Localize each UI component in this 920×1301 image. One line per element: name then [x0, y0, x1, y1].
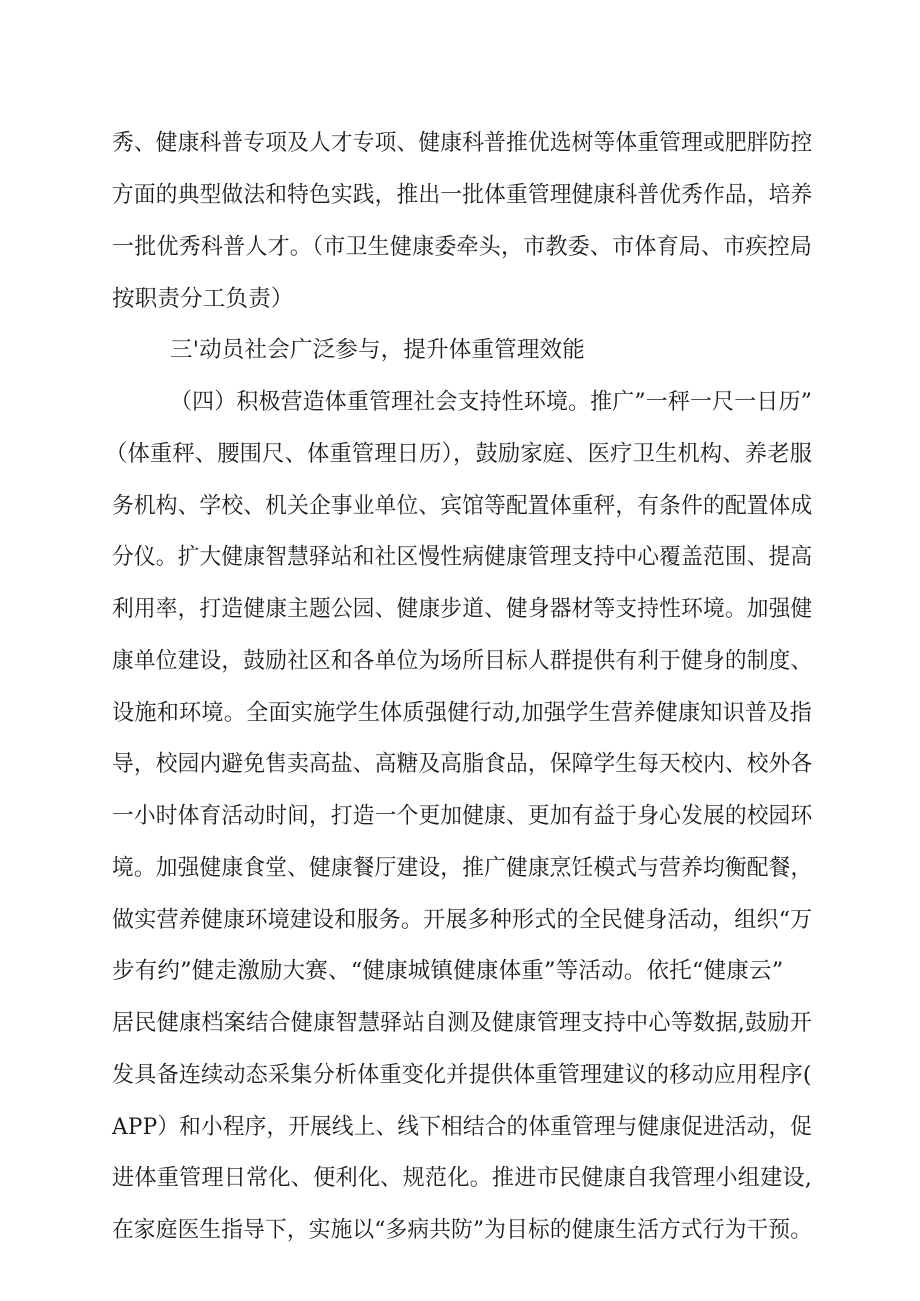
paragraph-line: 秀、健康科普专项及人才专项、健康科普推优选树等体重管理或肥胖防控 — [112, 130, 813, 156]
paragraph-line: 分仪。扩大健康智慧驿站和社区慢性病健康管理支持中心覆盖范围、提高 — [112, 544, 813, 570]
paragraph-line: 康单位建设，鼓励社区和各单位为场所目标人群提供有利于健身的制度、 — [112, 648, 813, 674]
paragraph-line: 进体重管理日常化、便利化、规范化。推进市民健康自我管理小组建设, — [112, 1165, 813, 1191]
paragraph-line: （四）积极营造体重管理社会支持性环境。推广”一秤一尺一日历” — [170, 389, 813, 415]
paragraph-line: （体重秤、腰围尺、体重管理日历），鼓励家庭、医疗卫生机构、养老服 — [105, 441, 813, 467]
paragraph-line: 一小时体育活动时间，打造一个更加健康、更加有益于身心发展的校园环 — [112, 803, 813, 829]
paragraph-line: 在家庭医生指导下，实施以“多病共防”为目标的健康生活方式行为干预。 — [112, 1217, 813, 1243]
paragraph-line: 利用率，打造健康主题公园、健康步道、健身器材等支持性环境。加强健 — [112, 596, 813, 622]
paragraph-line: 设施和环境。全面实施学生体质强健行动,加强学生营养健康知识普及指 — [112, 700, 813, 726]
paragraph-line: 境。加强健康食堂、健康餐厅建设，推广健康烹饪模式与营养均衡配餐， — [112, 855, 813, 881]
paragraph-line: 务机构、学校、机关企事业单位、宾馆等配置体重秤，有条件的配置体成 — [112, 493, 813, 519]
paragraph-line: 导，校园内避免售卖高盐、高糖及高脂食品，保障学生每天校内、校外各 — [112, 751, 813, 777]
paragraph-line: 按职责分工负责） — [112, 286, 294, 312]
paragraph-line: 方面的典型做法和特色实践，推出一批体重管理健康科普优秀作品，培养 — [112, 182, 813, 208]
paragraph-line: 做实营养健康环境建设和服务。开展多种形式的全民健身活动，组织“万 — [112, 907, 813, 933]
paragraph-line: 一批优秀科普人才。（市卫生健康委牵头，市教委、市体育局、市疾控局 — [112, 234, 813, 260]
paragraph-line: 居民健康档案结合健康智慧驿站自测及健康管理支持中心等数据,鼓励开 — [112, 1010, 813, 1036]
paragraph-line: 发具备连续动态采集分析体重变化并提供体重管理建议的移动应用程序( — [112, 1062, 812, 1088]
paragraph-line: 步有约”健走激励大赛、“健康城镇健康体重”等活动。依托“健康云” — [112, 958, 784, 984]
paragraph-line: APP）和小程序，开展线上、线下相结合的体重管理与健康促进活动，促 — [112, 1114, 813, 1140]
section-heading: 三'动员社会广泛参与，提升体重管理效能 — [170, 337, 585, 363]
